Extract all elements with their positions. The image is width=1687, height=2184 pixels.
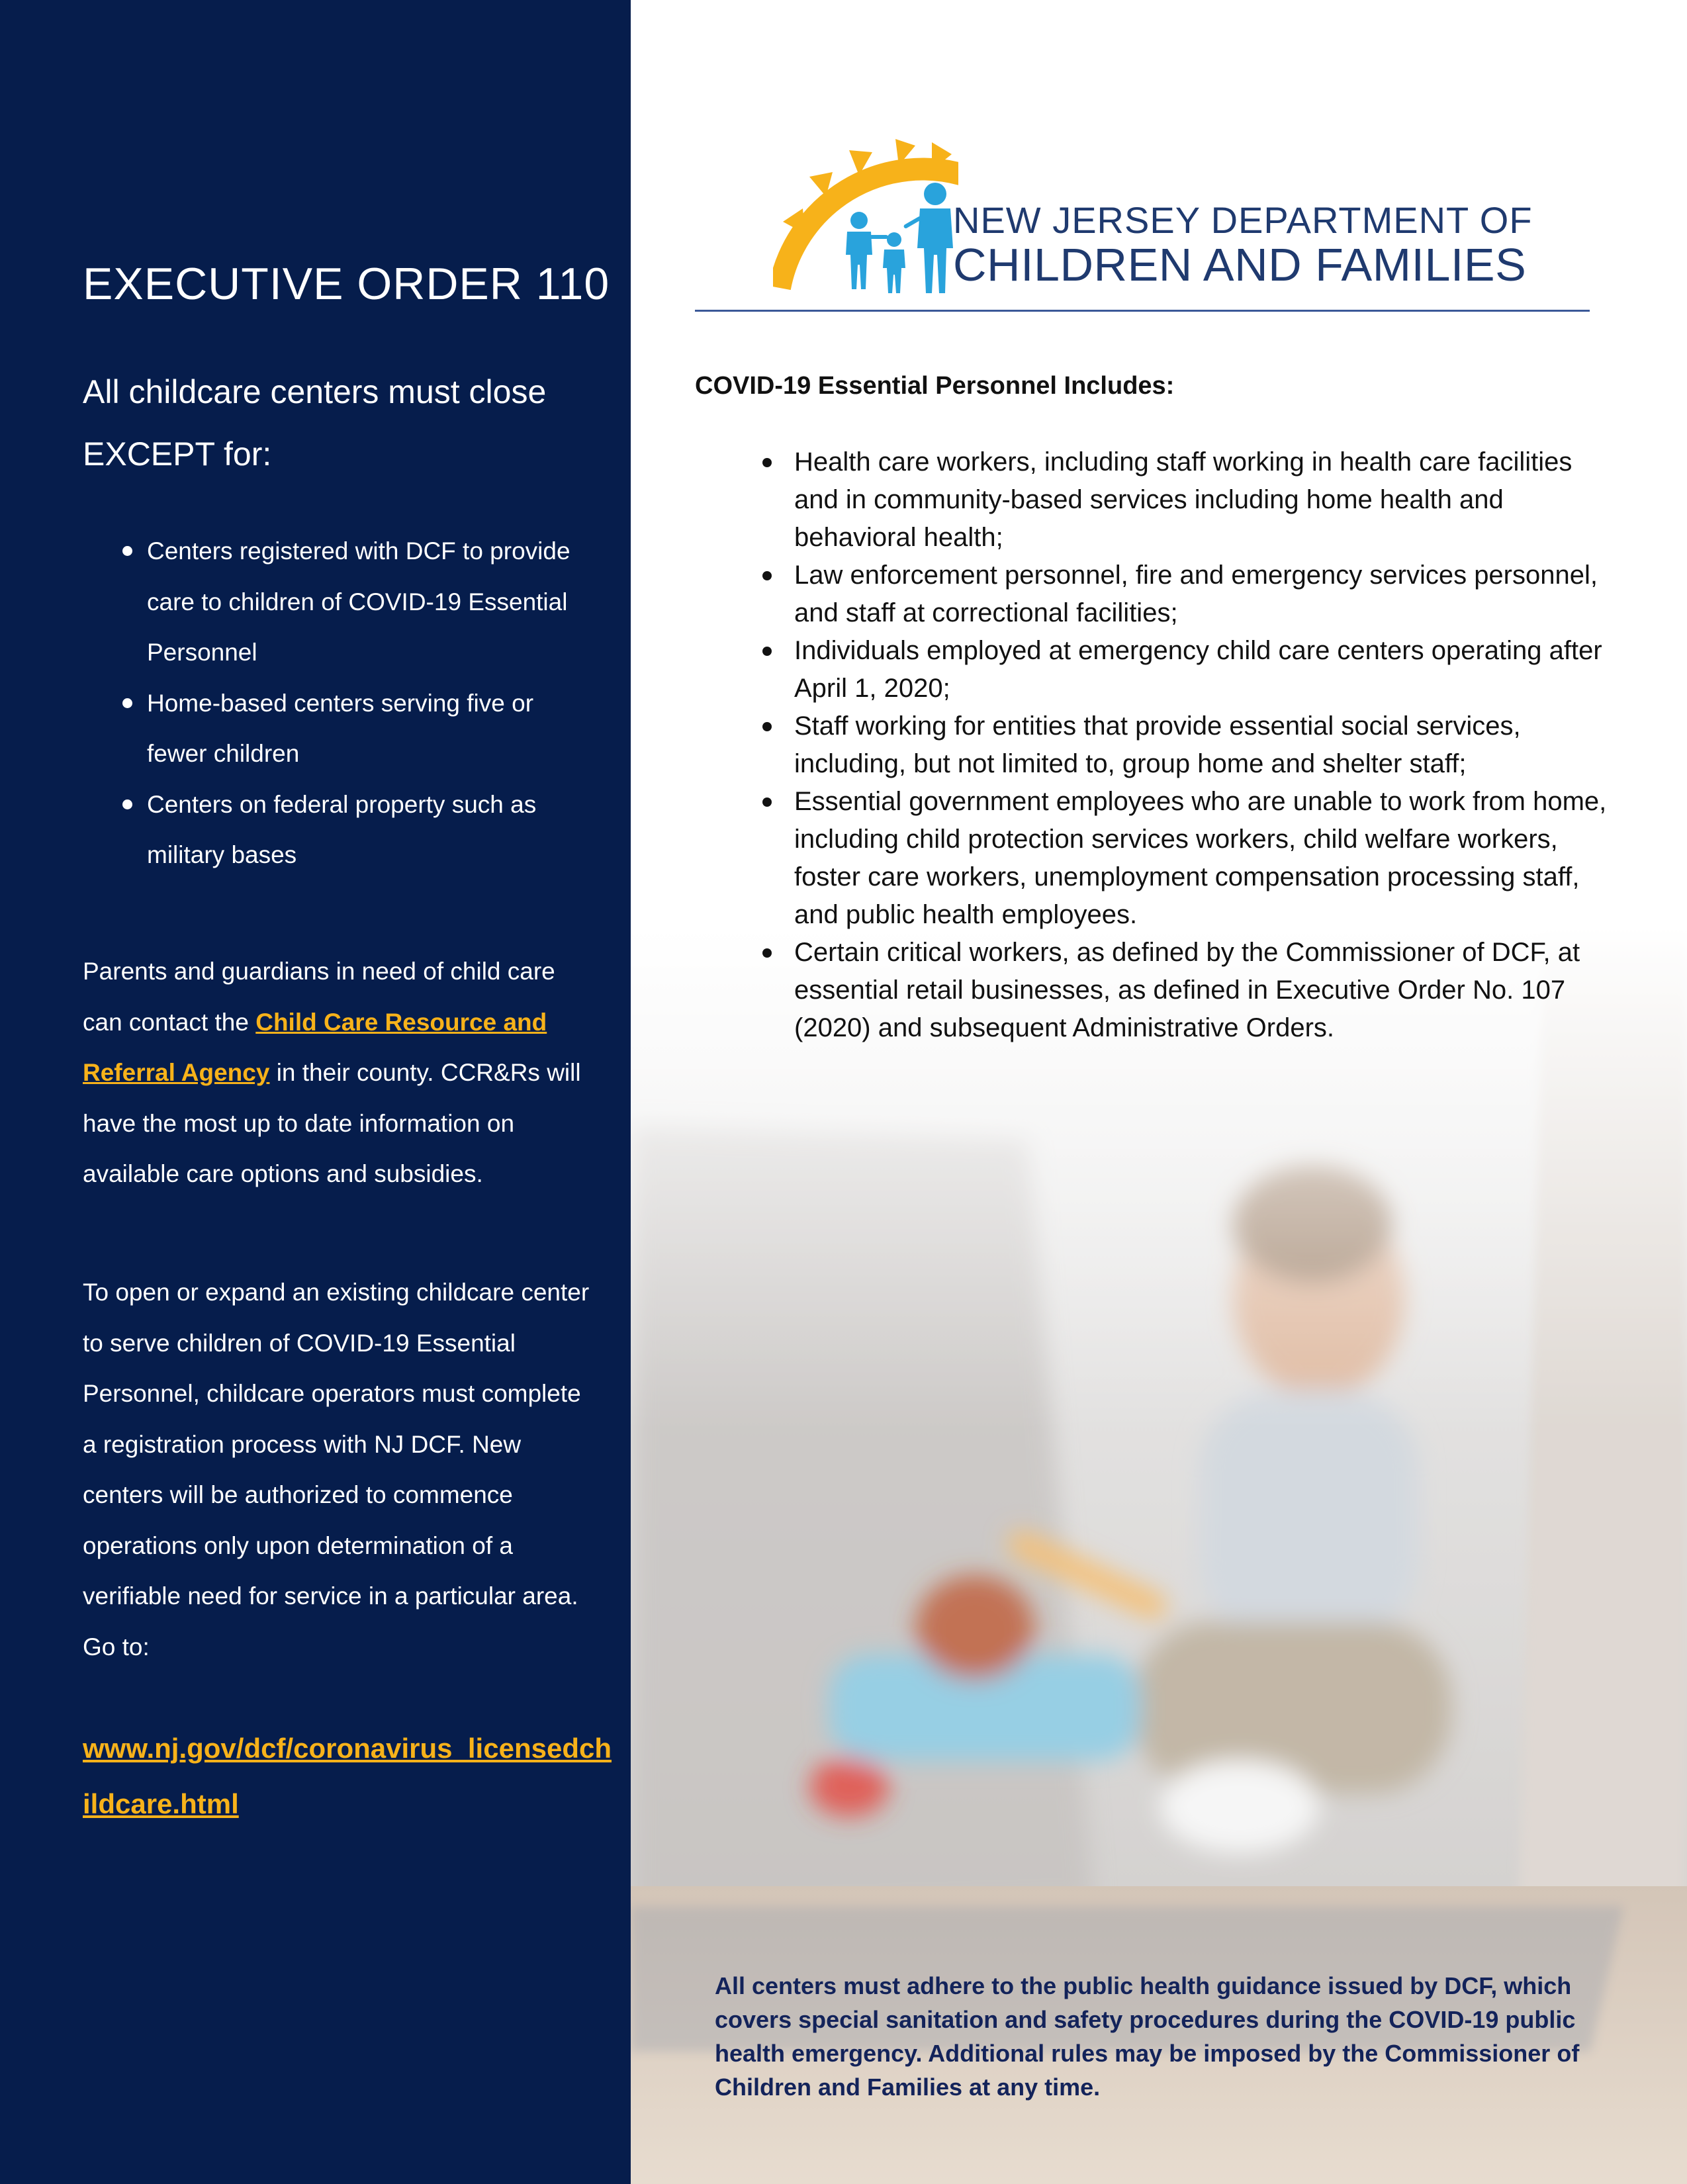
closure-intro-line1: All childcare centers must close xyxy=(83,373,547,410)
exception-text: Home-based centers serving five or fewer children xyxy=(147,689,534,767)
content-panel xyxy=(631,0,1687,2184)
bullet-icon xyxy=(762,797,772,807)
registration-paragraph xyxy=(83,1267,599,1672)
essential-item-text: Individuals employed at emergency child care centers operating after April 1, 2020; xyxy=(794,636,1602,703)
sidebar-panel xyxy=(0,0,631,2184)
parents-text-before: Parents and guardians in need of child care can contact the xyxy=(83,958,555,1036)
nj-dcf-logo xyxy=(773,136,1567,295)
closure-intro-line2: EXCEPT for: xyxy=(83,435,272,473)
exception-text: Centers registered with DCF to provide care to children of COVID-19 Essential Personnel xyxy=(147,537,570,666)
bullet-icon xyxy=(762,948,772,958)
registration-url xyxy=(83,1721,612,1832)
exception-item xyxy=(83,678,599,780)
ccrr-agency-link[interactable]: Child Care Resource and Referral Agency xyxy=(83,1008,547,1086)
closure-intro xyxy=(83,361,599,485)
coronavirus-childcare-link[interactable]: www.nj.gov/dcf/coronavirus_licensedchildcare.html xyxy=(83,1733,612,1819)
bullet-icon xyxy=(122,799,132,809)
essential-personnel-heading: COVID-19 Essential Personnel Includes: xyxy=(695,372,1175,400)
family-figures-icon xyxy=(846,183,953,293)
registration-text: To open or expand an existing childcare center to serve children of COVID-19 Essential Personnel, childcare operators must complete a registration process with NJ DCF. New centers will be authorized to commence operations only upon determination of a verifiable need for service in a particular area. xyxy=(83,1279,590,1610)
bullet-icon xyxy=(122,546,132,556)
essential-item xyxy=(695,783,1608,934)
executive-order-title: EXECUTIVE ORDER 110 xyxy=(83,259,610,309)
bullet-icon xyxy=(122,698,132,708)
public-health-guidance-note: All centers must adhere to the public health guidance issued by DCF, which covers special sanitation and safety procedures during the COVID-19 public health emergency. Additional rules may be imposed by the Commissioner of Children and Families at any time. xyxy=(715,1972,1580,2101)
bullet-icon xyxy=(762,722,772,731)
essential-item xyxy=(695,632,1608,707)
parents-text-after: in their county. CCR&Rs will have the most up to date information on available care options and subsidies. xyxy=(83,1059,581,1187)
bullet-icon xyxy=(762,571,772,580)
go-to-label: Go to: xyxy=(83,1633,150,1661)
bullet-icon xyxy=(762,647,772,656)
exceptions-list xyxy=(83,526,599,881)
exception-text: Centers on federal property such as military bases xyxy=(147,790,537,868)
essential-item xyxy=(695,443,1608,557)
logo-text-line1: NEW JERSEY DEPARTMENT OF xyxy=(953,199,1533,241)
essential-item-text: Staff working for entities that provide essential social services, including, but not limited to, group home and shelter staff; xyxy=(794,711,1521,778)
essential-item xyxy=(695,934,1608,1047)
parents-paragraph xyxy=(83,946,599,1200)
essential-personnel-list xyxy=(695,443,1608,1047)
essential-item-text: Health care workers, including staff working in health care facilities and in community-based services including home health and behavioral health; xyxy=(794,447,1573,552)
header-divider xyxy=(695,310,1590,312)
essential-item-text: Law enforcement personnel, fire and emergency services personnel, and staff at correctional facilities; xyxy=(794,561,1598,627)
essential-item-text: Certain critical workers, as defined by the Commissioner of DCF, at essential retail businesses, as defined in Executive Order No. 107 (2020) and subsequent Administrative Orders. xyxy=(794,938,1580,1042)
essential-item-text: Essential government employees who are unable to work from home, including child protection services workers, child welfare workers, foster care workers, unemployment compensation processing staff, and public health employees. xyxy=(794,787,1607,929)
exception-item xyxy=(83,780,599,881)
essential-item xyxy=(695,707,1608,783)
essential-item xyxy=(695,557,1608,632)
logo-text-line2: CHILDREN AND FAMILIES xyxy=(953,239,1527,291)
exception-item xyxy=(83,526,599,678)
bullet-icon xyxy=(762,458,772,467)
sun-logo-icon xyxy=(773,136,958,295)
